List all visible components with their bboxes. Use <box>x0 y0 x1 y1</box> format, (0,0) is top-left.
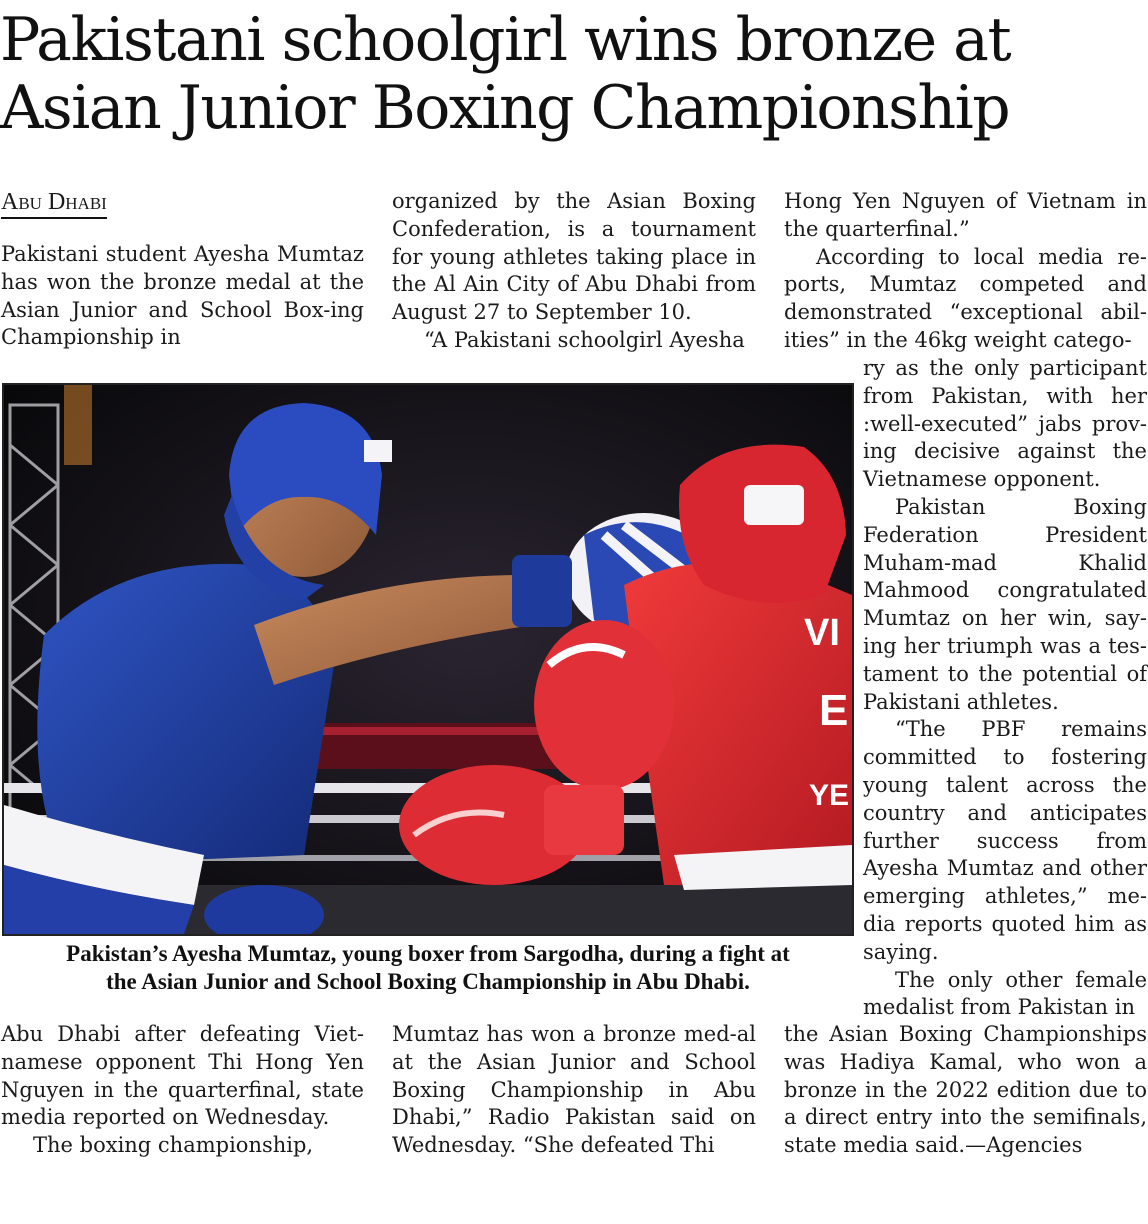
column-2-top <box>392 188 756 355</box>
column-1-bottom <box>1 1021 364 1160</box>
vest-letters-vi: VI <box>804 612 840 654</box>
paragraph: Hong Yen Nguyen of Vietnam in the quarterfinal.” <box>784 189 1147 241</box>
paragraph: organized by the Asian Boxing Confederation, is a tournament for young athletes taking place in the Al Ain City of Abu Dhabi from August 27 to September 10. <box>392 189 756 325</box>
caption-line-1: Pakistan’s Ayesha Mumtaz, young boxer from Sargodha, during a fight at <box>66 941 790 966</box>
column-2-bottom <box>392 1021 756 1160</box>
paragraph: Pakistani student Ayesha Mumtaz has won the bronze medal at the Asian Junior and School Box-ing Championship in <box>1 242 364 350</box>
column-1-top <box>1 188 364 352</box>
column-3-top <box>784 188 1147 355</box>
boxing-scene-illustration <box>4 385 852 934</box>
paragraph: Mumtaz has won a bronze med-al at the Asian Junior and School Boxing Championship in Abu Dhabi,” Radio Pakistan said on Wednesday. “She defeated Thi <box>392 1022 756 1158</box>
caption-line-2: the Asian Junior and School Boxing Championship in Abu Dhabi. <box>106 969 750 994</box>
dateline: Abu Dhabi <box>1 188 107 219</box>
column-3-bottom <box>784 1021 1147 1160</box>
vest-letter-e: E <box>819 686 849 735</box>
headline-line-1: Pakistani schoolgirl wins bronze at <box>0 5 1011 75</box>
headline-line-2: Asian Junior Boxing Championship <box>0 73 1010 143</box>
paragraph: Pakistan Boxing Federation President Muham-mad Khalid Mahmood congratulated Mumtaz on her win, say-ing her triumph was a tes-tament to the potential of Pakistani athletes. <box>863 494 1147 714</box>
paragraph: ry as the only participant from Pakistan, with her :well-executed” jabs prov-ing decisive against the Vietnamese opponent. <box>863 356 1147 492</box>
paragraph: According to local media re-ports, Mumtaz competed and demonstrated “exceptional abil-ities” in the 46kg weight catego- <box>784 244 1147 352</box>
paragraph: The only other female medalist from Pakistan in <box>863 967 1147 1020</box>
paragraph: The boxing championship, <box>33 1133 314 1158</box>
column-3-middle <box>863 355 1147 1022</box>
headline <box>0 6 1148 142</box>
boxing-photo <box>2 383 854 936</box>
paragraph: “A Pakistani schoolgirl Ayesha <box>424 327 745 352</box>
paragraph: Abu Dhabi after defeating Viet-namese opponent Thi Hong Yen Nguyen in the quarterfinal, state media reported on Wednesday. <box>1 1022 364 1130</box>
photo-caption <box>0 940 856 996</box>
paragraph: the Asian Boxing Championships was Hadiya Kamal, who won a bronze in the 2022 edition due to a direct entry into the semifinals, state media said.—Agencies <box>784 1022 1147 1158</box>
vest-letters-ye: YE <box>809 779 850 812</box>
paragraph: “The PBF remains committed to fostering young talent across the country and anticipates further success from Ayesha Mumtaz and other emerging athletes,” me-dia reports quoted him as saying. <box>863 717 1147 964</box>
